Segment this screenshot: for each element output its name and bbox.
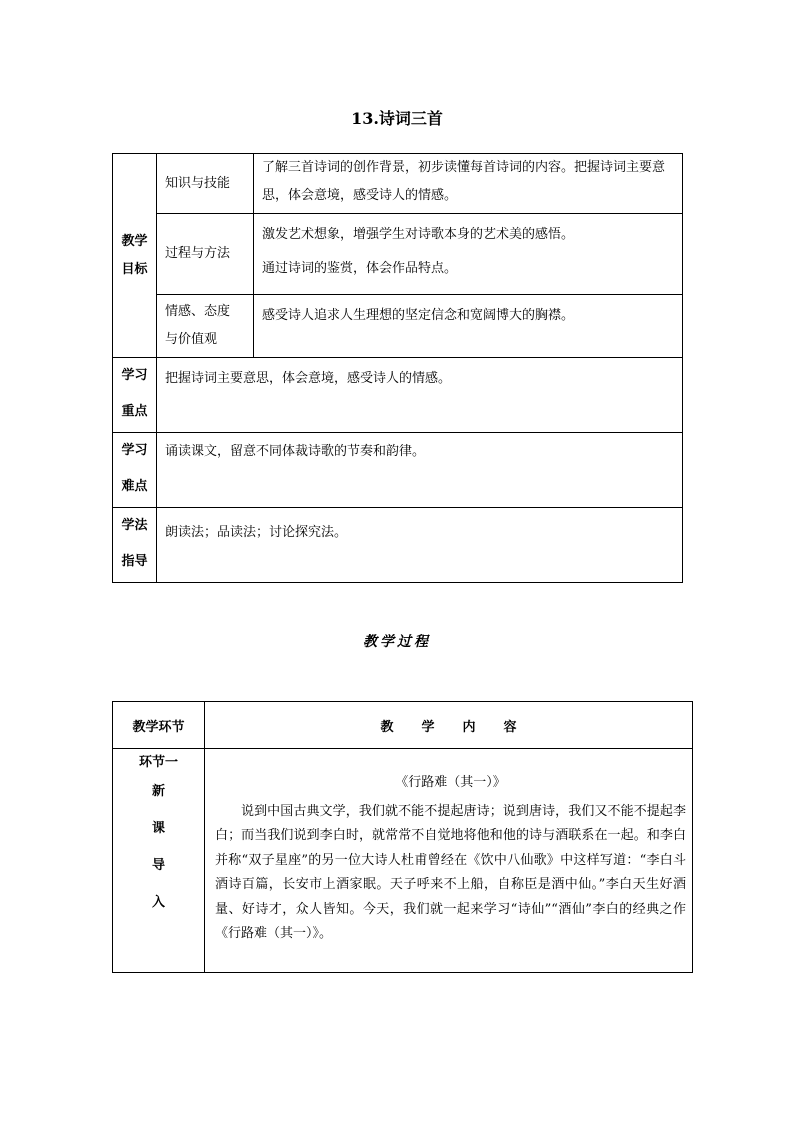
difficulty-text: 诵读课文，留意不同体裁诗歌的节奏和韵律。 <box>165 444 426 459</box>
attitude-values-label-line2: 与价值观 <box>165 332 218 347</box>
poem-title: 《行路难（其一）》 <box>395 775 506 790</box>
knowledge-skills-content <box>254 154 683 214</box>
page-title: 13.诗词三首 <box>351 109 443 128</box>
method-label-line1: 学法 <box>121 518 148 533</box>
objectives-label-line2: 目标 <box>121 261 148 277</box>
key-point-content <box>157 358 683 433</box>
difficulty-label-line1: 学习 <box>121 443 148 458</box>
key-point-label <box>113 358 157 433</box>
content-column-header-text: 教学内容 <box>380 719 545 735</box>
method-label-line2: 指导 <box>121 554 148 569</box>
attitude-values-label <box>157 295 254 358</box>
step-char: 课 <box>151 821 165 836</box>
process-methods-label: 过程与方法 <box>157 214 254 295</box>
attitude-values-content <box>254 295 683 358</box>
intro-paragraph: 说到中国古典文学，我们就不能不提起唐诗；说到唐诗，我们又不能不提起李白；而当我们说到李白时，就常常不自觉地将他和他的诗与酒联系在一起。和李白并称“双子星座”的另一位大诗人杜甫曾经在《饮中八仙歌》中这样写道：“李白斗酒诗百篇，长安市上酒家眠。天子呼来不上船，自称臣是酒中仙。”李白天生好酒量、好诗才，众人皆知。今天，我们就一起来学习“诗仙”“酒仙”李白的经典之作《行路难（其一）》。 <box>215 803 686 941</box>
process-section-title: 教学过程 <box>363 634 431 650</box>
step-char: 导 <box>151 858 165 873</box>
attitude-values-label-line1: 情感、态度 <box>165 304 231 319</box>
difficulty-content <box>157 433 683 508</box>
difficulty-label <box>113 433 157 508</box>
key-point-label-line1: 学习 <box>121 368 148 383</box>
key-point-label-line2: 重点 <box>121 404 148 419</box>
step-column-header: 教学环节 <box>113 702 205 749</box>
process-table <box>112 701 693 973</box>
method-text: 朗读法；品读法；讨论探究法。 <box>165 525 348 540</box>
step-one-cell <box>113 749 205 973</box>
objectives-label <box>113 154 157 358</box>
key-point-text: 把握诗词主要意思，体会意境，感受诗人的情感。 <box>165 371 452 386</box>
method-label <box>113 508 157 583</box>
step-one-content <box>205 749 693 973</box>
step-one-label: 环节一 <box>138 755 178 770</box>
objectives-table <box>112 153 683 583</box>
process-methods-content <box>254 214 683 295</box>
knowledge-skills-text: 了解三首诗词的创作背景，初步读懂每首诗词的内容。把握诗词主要意思，体会意境，感受诗人的情感。 <box>262 160 666 203</box>
process-methods-text-2: 通过诗词的鉴赏，体会作品特点。 <box>262 261 458 276</box>
knowledge-skills-label: 知识与技能 <box>157 154 254 214</box>
process-methods-text-1: 激发艺术想象，增强学生对诗歌本身的艺术美的感悟。 <box>262 227 575 242</box>
content-column-header <box>205 702 693 749</box>
objectives-label-line1: 教学 <box>121 233 148 249</box>
attitude-values-text: 感受诗人追求人生理想的坚定信念和宽阔博大的胸襟。 <box>262 308 575 323</box>
difficulty-label-line2: 难点 <box>121 479 148 494</box>
step-char: 新 <box>151 784 165 799</box>
step-char: 入 <box>151 895 165 910</box>
method-content <box>157 508 683 583</box>
